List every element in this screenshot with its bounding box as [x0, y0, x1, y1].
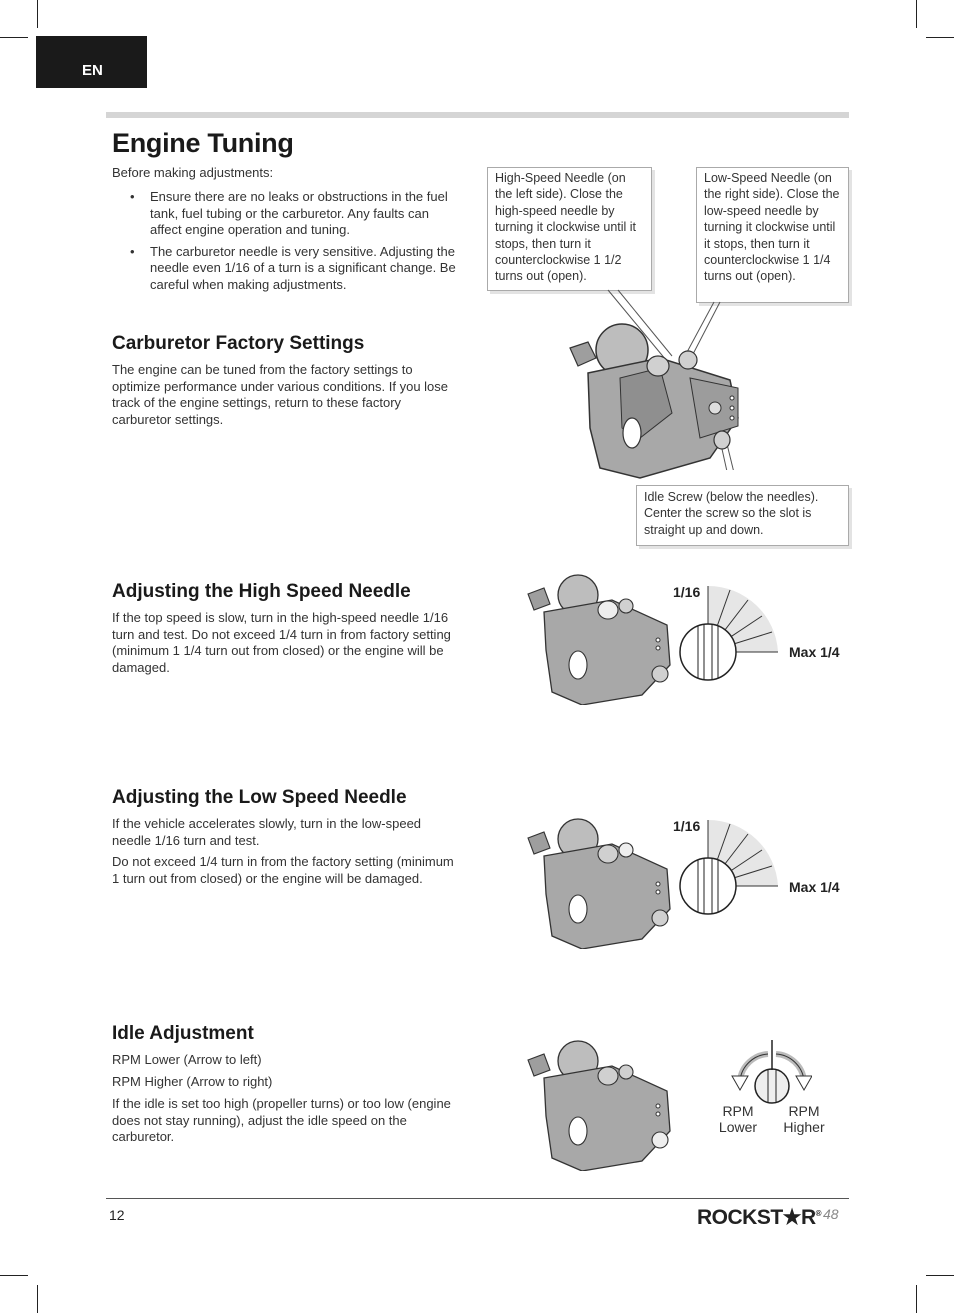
precaution-item: • Ensure there are no leaks or obstructions in the fuel tank, fuel tubing or the carburetor. Any faults can affect engine operation and tuning.	[112, 189, 457, 239]
carburetor-illustration	[560, 318, 750, 488]
brand-logo	[697, 1205, 821, 1230]
page-number: 12	[109, 1207, 125, 1223]
crop-mark	[916, 1285, 917, 1313]
high-speed-heading: Adjusting the High Speed Needle	[112, 581, 411, 602]
page-title: Engine Tuning	[112, 128, 294, 158]
carburetor-small-illustration	[522, 814, 677, 949]
high-speed-needle-callout: High-Speed Needle (on the left side). Close the high-speed needle by turning it clockwise until it stops, then turn it counterclockwise 1 1/2 turns out (open).	[487, 167, 652, 291]
idle-rpm-lower-text: RPM Lower (Arrow to left)	[112, 1052, 262, 1067]
brand-name: ROCKST★R	[697, 1206, 816, 1229]
low-speed-needle-callout: Low-Speed Needle (on the right side). Close the low-speed needle by turning it clockwise until it stops, then turn it counterclockwise 1 1/4 turns out (open).	[696, 167, 849, 303]
crop-mark	[37, 0, 38, 28]
high-speed-text: If the top speed is slow, turn in the high-speed needle 1/16 turn and test. Do not exceed 1/4 turn in from factory setting (minimum 1 1/4 turn out from closed) or the engine will be damaged.	[112, 610, 451, 675]
rpm-lower-line: Lower	[718, 1119, 758, 1135]
dial-max-label: Max 1/4	[789, 879, 840, 895]
carburetor-small-illustration	[522, 570, 677, 705]
language-tab	[36, 36, 147, 88]
crop-mark	[0, 1275, 28, 1276]
low-speed-text-1: If the vehicle accelerates slowly, turn in the low-speed needle 1/16 turn and test.	[112, 816, 422, 848]
rpm-higher-line: RPM	[788, 1103, 820, 1119]
precaution-list	[112, 189, 457, 298]
header-rule	[106, 112, 849, 118]
idle-screw-arrows	[728, 1040, 812, 1106]
factory-settings-heading: Carburetor Factory Settings	[112, 333, 365, 354]
needle-turn-dial	[678, 820, 778, 920]
idle-screw-callout: Idle Screw (below the needles). Center the screw so the slot is straight up and down.	[636, 485, 849, 546]
rpm-lower-line: RPM	[722, 1103, 754, 1119]
crop-mark	[926, 1275, 954, 1276]
needle-turn-dial	[678, 586, 778, 686]
language-code: EN	[82, 62, 103, 79]
precaution-item: • The carburetor needle is very sensitive. Adjusting the needle even 1/16 of a turn is a significant change. Be careful when making adjustments.	[112, 244, 457, 294]
dial-start-label: 1/16	[673, 818, 701, 834]
intro-text: Before making adjustments:	[112, 165, 274, 180]
factory-settings-text: The engine can be tuned from the factory settings to optimize performance under various conditions. If you lose track of the engine settings, return to these factory carburetor settings.	[112, 362, 449, 427]
footer-rule	[106, 1198, 849, 1199]
rpm-higher-label	[774, 1103, 834, 1135]
rpm-lower-label	[710, 1103, 766, 1135]
crop-mark	[0, 37, 28, 38]
dial-start-label: 1/16	[673, 584, 701, 600]
rpm-higher-line: Higher	[783, 1119, 825, 1135]
crop-mark	[926, 37, 954, 38]
crop-mark	[916, 0, 917, 28]
low-speed-heading: Adjusting the Low Speed Needle	[112, 787, 407, 808]
idle-rpm-higher-text: RPM Higher (Arrow to right)	[112, 1074, 273, 1089]
dial-max-label: Max 1/4	[789, 644, 840, 660]
idle-heading: Idle Adjustment	[112, 1023, 254, 1044]
carburetor-small-illustration	[522, 1036, 677, 1171]
low-speed-text-2: Do not exceed 1/4 turn in from the factory setting (minimum 1 turn out from closed) or the engine will be damaged.	[112, 854, 454, 886]
brand-mark: ®	[815, 1209, 822, 1218]
idle-text: If the idle is set too high (propeller turns) or too low (engine does not stay running), adjust the idle speed on the carburetor.	[112, 1096, 451, 1144]
crop-mark	[37, 1285, 38, 1313]
brand-number: 48	[823, 1206, 839, 1222]
